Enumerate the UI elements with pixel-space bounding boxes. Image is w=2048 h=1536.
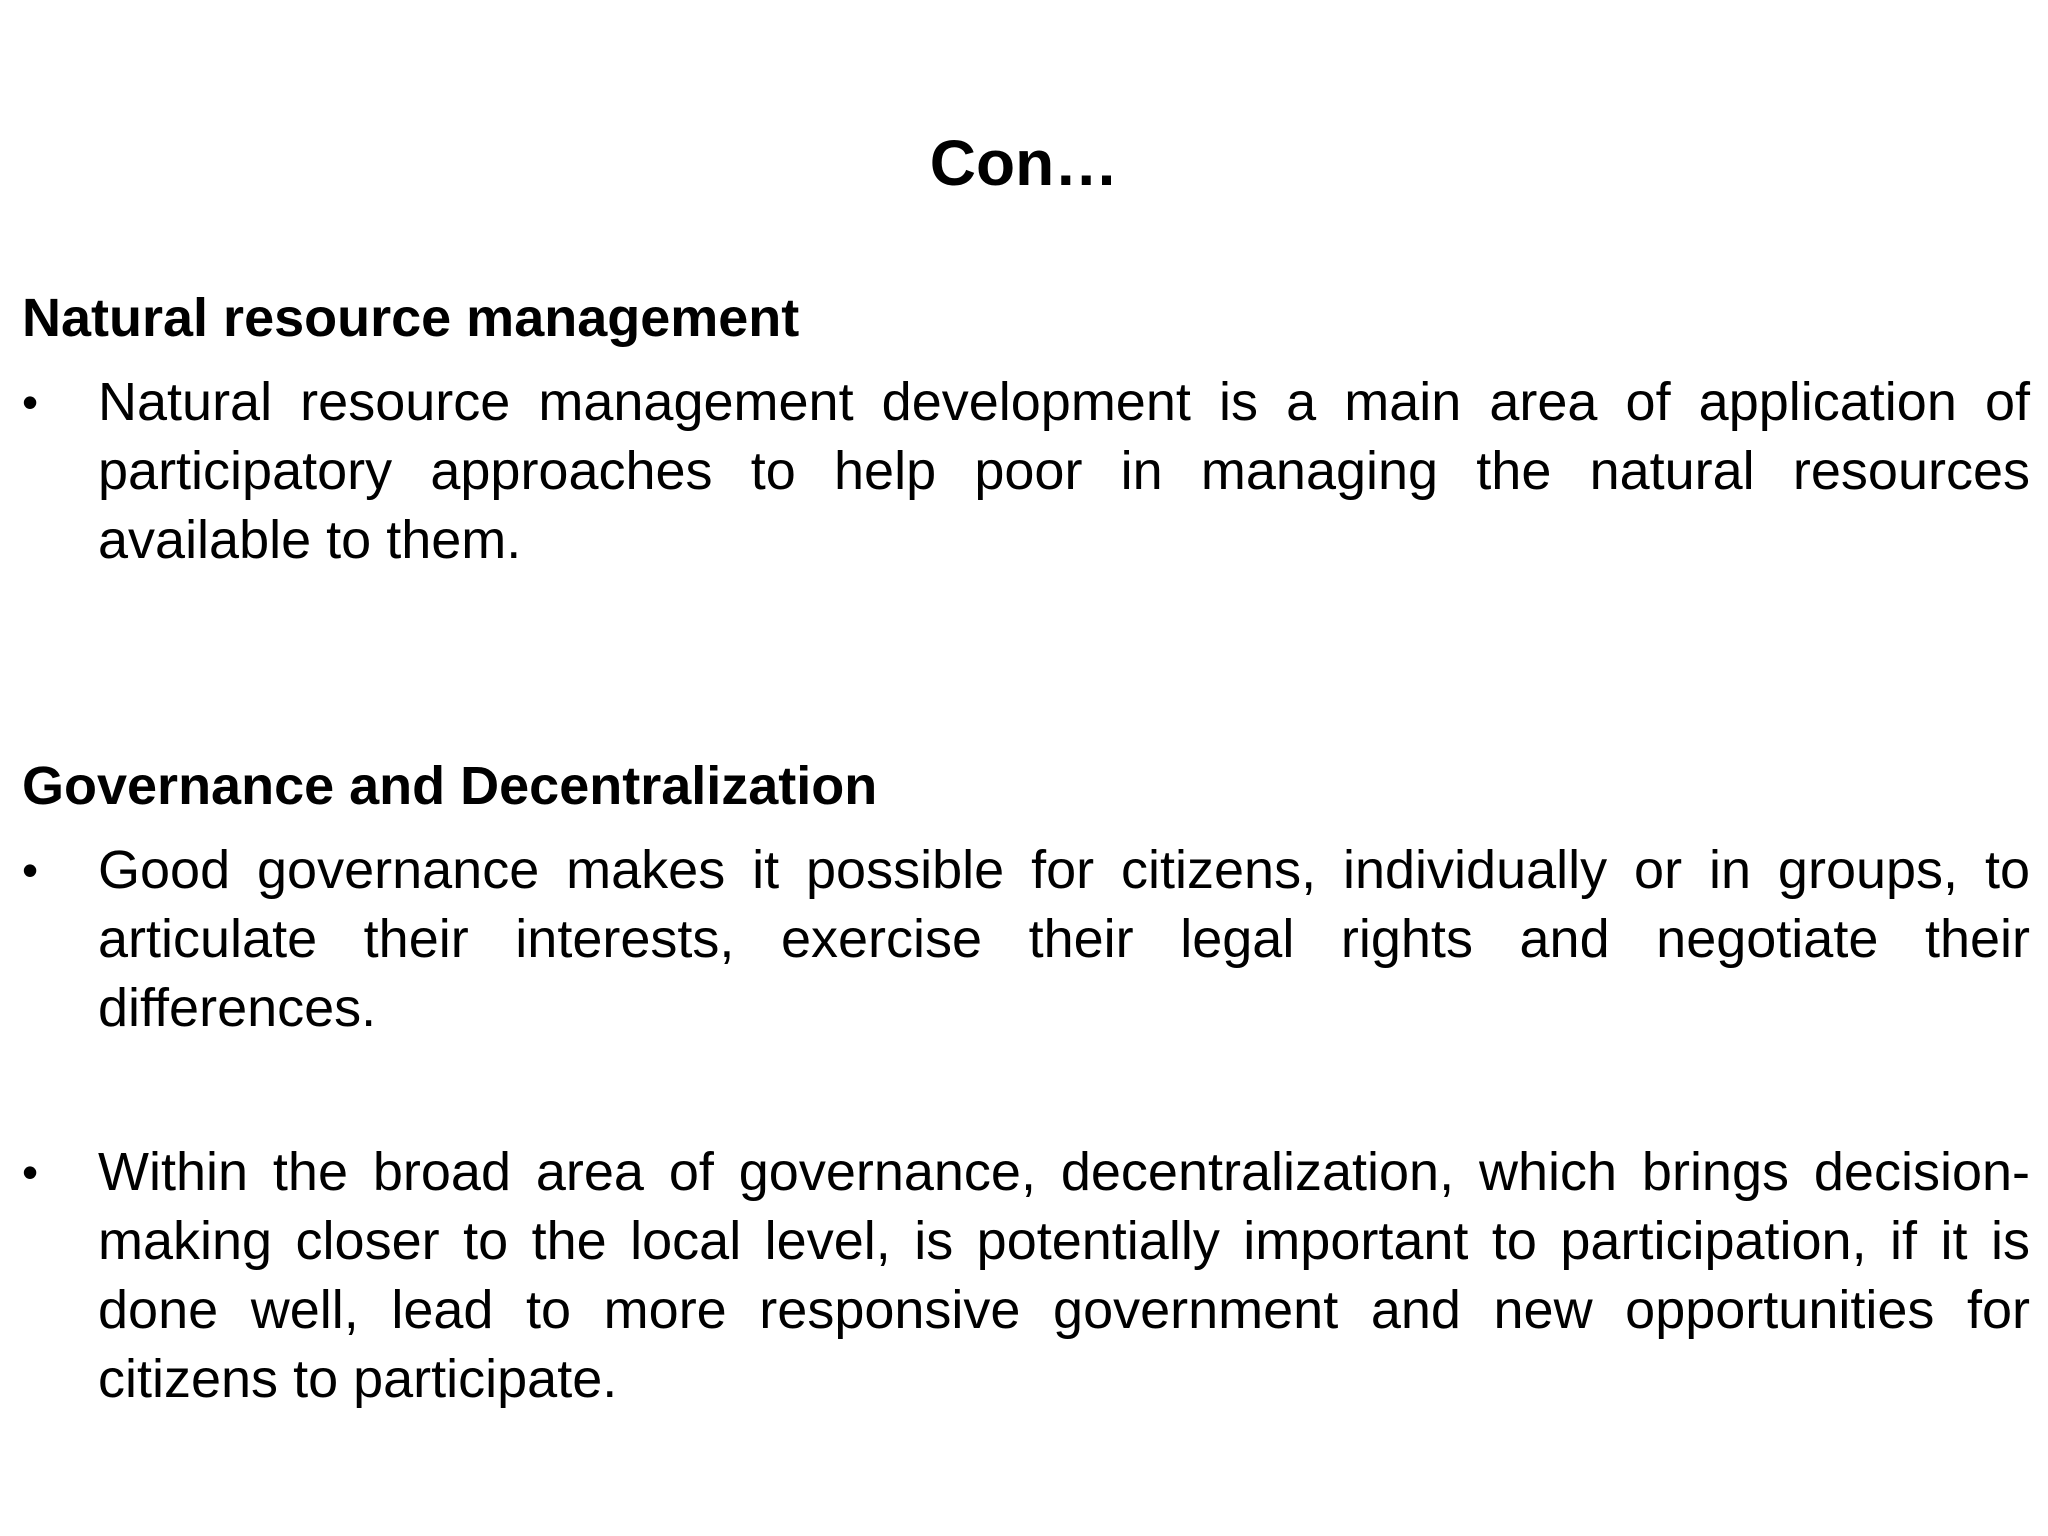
bullet-text: Good governance makes it possible for citizens, individually or in groups, to articulate their interests, exercise their legal rights and negotiate their differences. xyxy=(98,840,2030,1038)
bullet-text: Within the broad area of governance, decentralization, which brings decision-making closer to the local level, is potentially important to participation, if it is done well, lead to more responsive government and new opportunities for citizens to participate. xyxy=(98,1142,2030,1409)
section-heading-governance-and-decentralization: Governance and Decentralization xyxy=(22,756,878,816)
bullet-icon: • xyxy=(22,376,39,428)
section-heading-natural-resource-management: Natural resource management xyxy=(22,288,800,348)
bullet-icon: • xyxy=(22,844,39,896)
bullet-icon: • xyxy=(22,1146,39,1198)
bullet-text: Natural resource management development is a main area of application of participatory approaches to help poor in managing the natural resources available to them. xyxy=(98,372,2030,570)
slide-title: Con… xyxy=(929,127,1119,199)
